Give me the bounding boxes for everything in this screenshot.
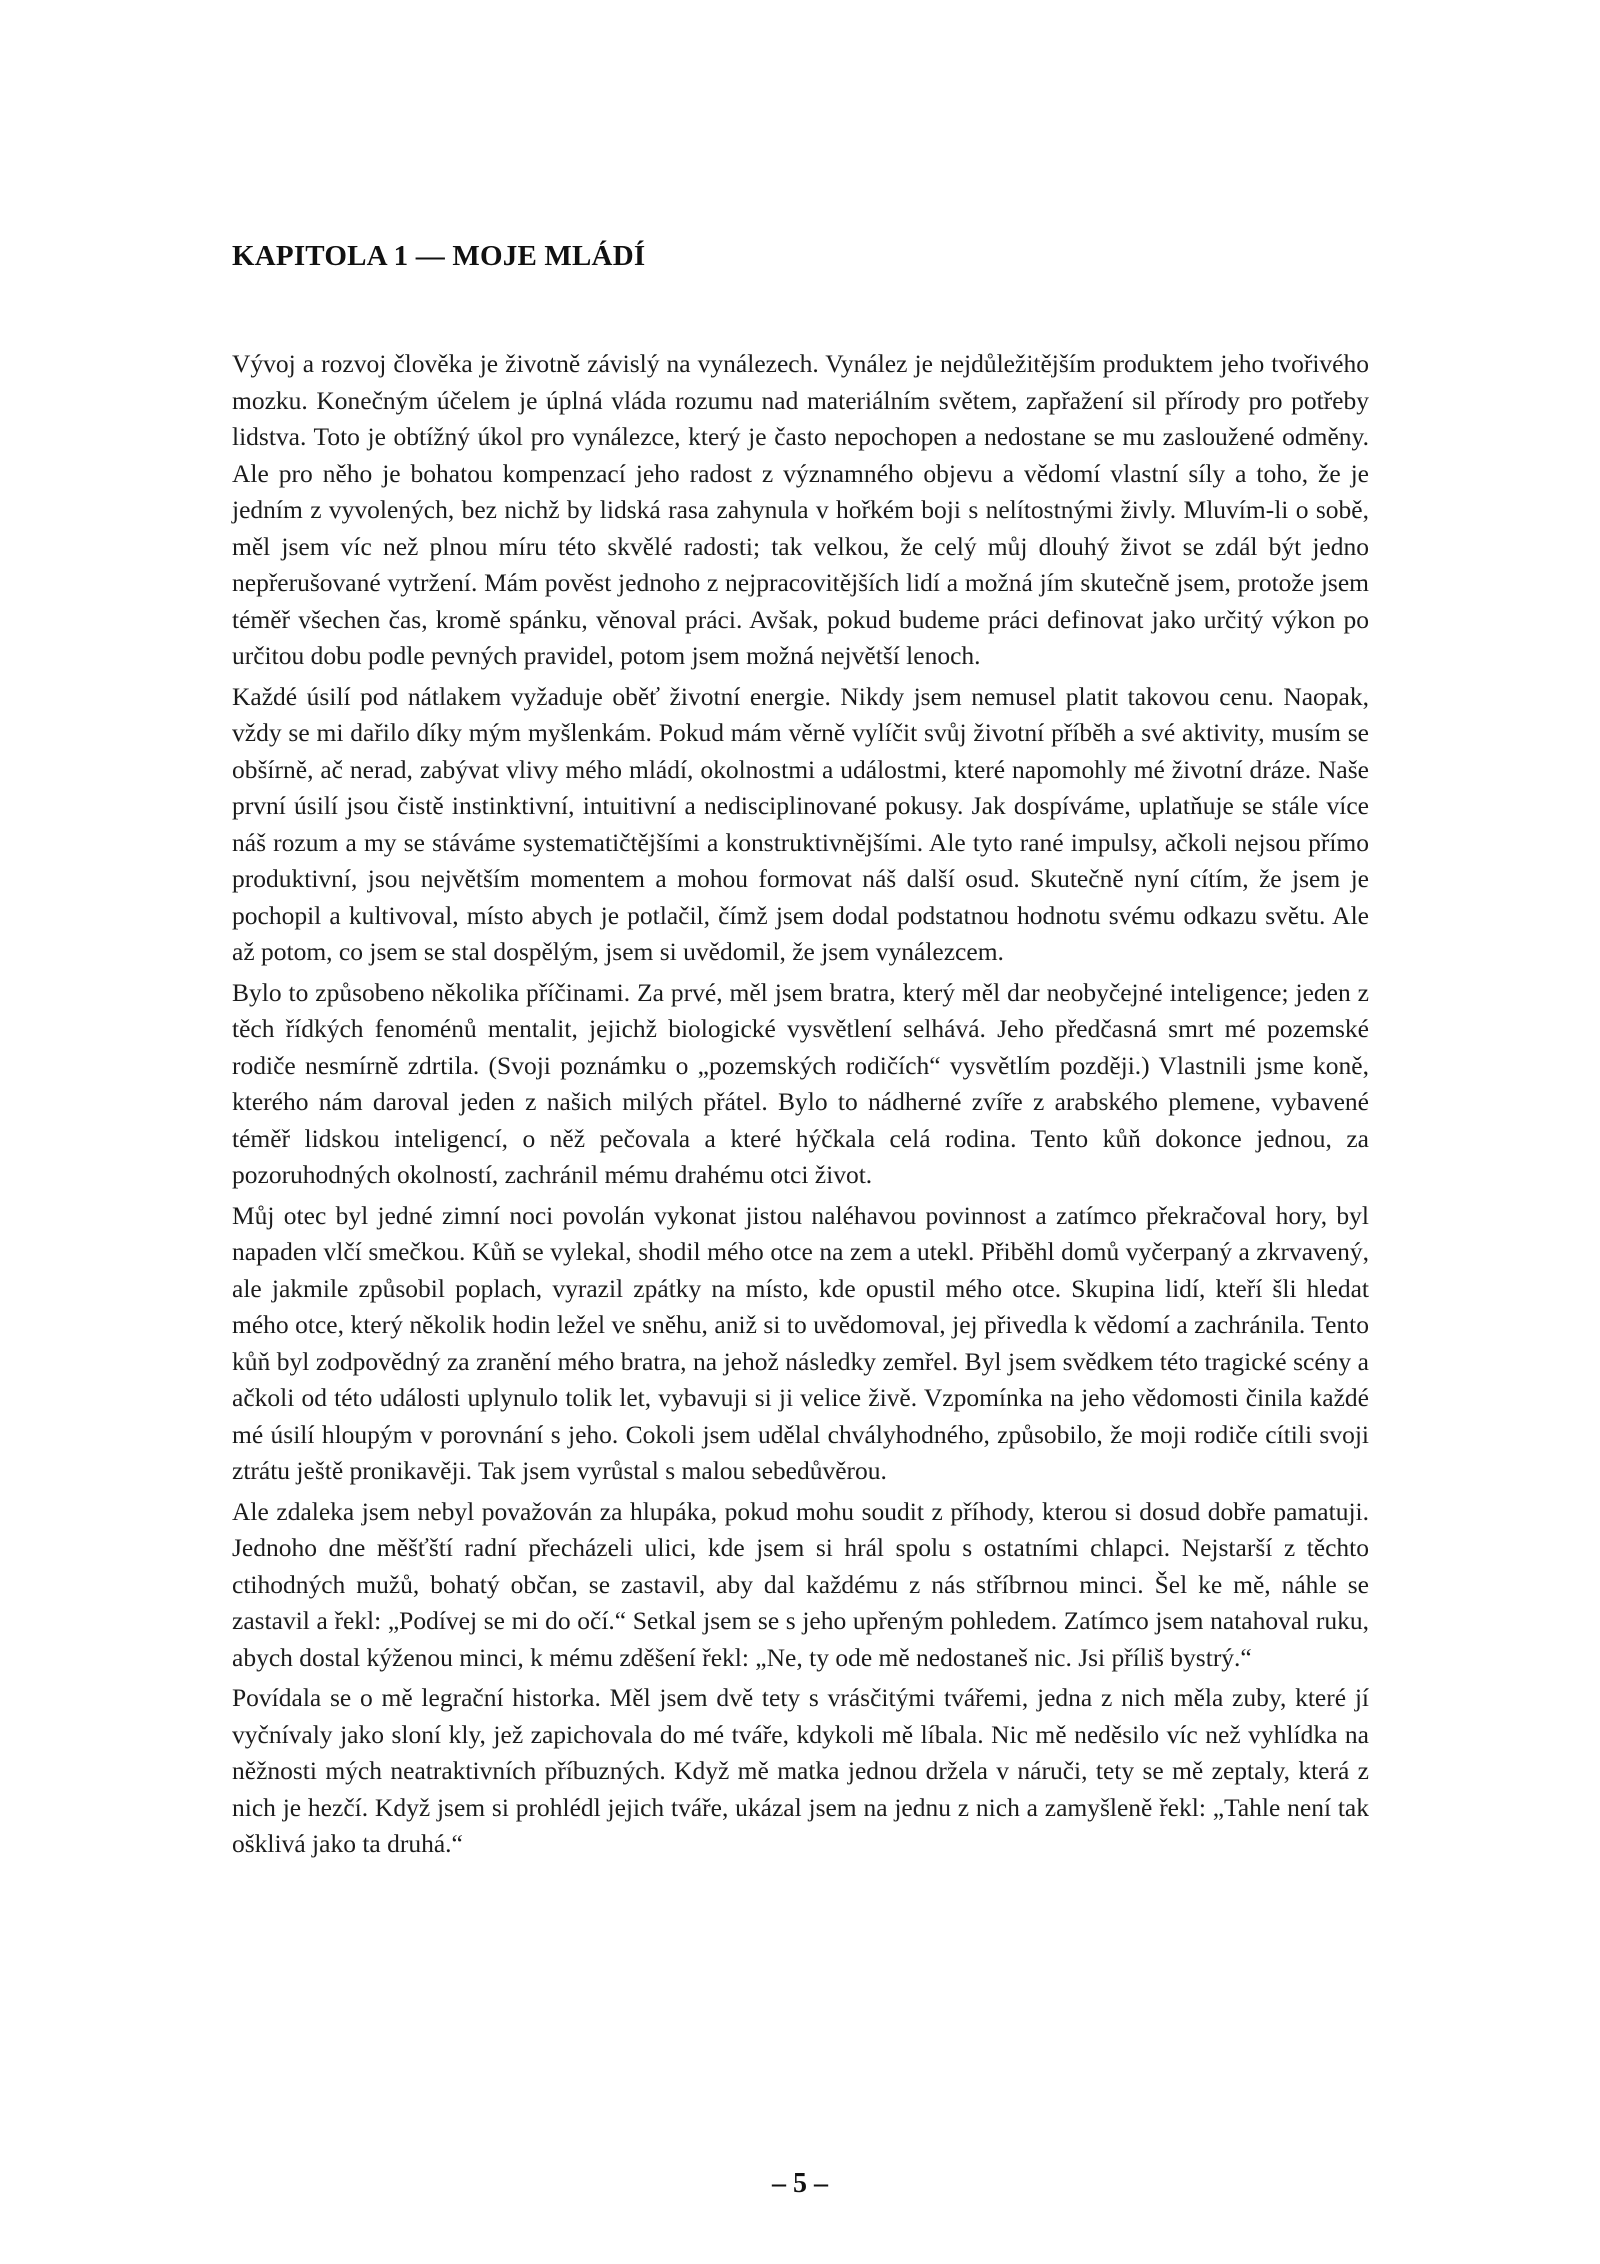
- chapter-body: [232, 346, 1369, 1867]
- chapter-title: KAPITOLA 1 — MOJE MLÁDÍ: [232, 240, 646, 272]
- paragraph: Každé úsilí pod nátlakem vyžaduje oběť životní energie. Nikdy jsem nemusel platit takovou cenu. Naopak, vždy se mi dařilo díky mým myšlenkám. Pokud mám věrně vylíčit svůj životní příběh a své aktivity, musím se obšírně, ač nerad, zabývat vlivy mého mládí, okolnostmi a událostmi, které napomohly mé životní dráze. Naše první úsilí jsou čistě instinktivní, intuitivní a nedisciplinované pokusy. Jak dospíváme, uplatňuje se stále více náš rozum a my se stáváme systematičtějšími a konstruktivnějšími. Ale tyto rané impulsy, ačkoli nejsou přímo produktivní, jsou největším momentem a mohou formovat náš další osud. Skutečně nyní cítím, že jsem je pochopil a kultivoval, místo abych je potlačil, čímž jsem dodal podstatnou hodnotu svému odkazu světu. Ale až potom, co jsem se stal dospělým, jsem si uvědomil, že jsem vynálezcem.: [232, 681, 1369, 966]
- paragraph: Povídala se o mě legrační historka. Měl jsem dvě tety s vrásčitými tvářemi, jedna z nich měla zuby, které jí vyčnívaly jako sloní kly, jež zapichovala do mé tváře, kdykoli mě líbala. Nic mě neděsilo víc než vyhlídka na něžnosti mých neatraktivních příbuzných. Když mě matka jednou držela v náruči, tety se mě zeptaly, která z nich je hezčí. Když jsem si prohlédl jejich tváře, ukázal jsem na jednu z nich a zamyšleně řekl: „Tahle není tak ošklivá jako ta druhá.“: [232, 1683, 1369, 1858]
- page-number: – 5 –: [772, 2168, 828, 2199]
- paragraph: Vývoj a rozvoj člověka je životně závislý na vynálezech. Vynález je nejdůležitějším produktem jeho tvořivého mozku. Konečným účelem je úplná vláda rozumu nad materiálním světem, zapřažení sil přírody pro potřeby lidstva. Toto je obtížný úkol pro vynálezce, který je často nepochopen a nedostane se mu zasloužené odměny. Ale pro něho je bohatou kompenzací jeho radost z významného objevu a vědomí vlastní síly a toho, že je jedním z vyvolených, bez nichž by lidská rasa zahynula v hořkém boji s nelítostnými živly. Mluvím-li o sobě, měl jsem víc než plnou míru této skvělé radosti; tak velkou, že celý můj dlouhý život se zdál být jedno nepřerušované vytržení. Mám pověst jednoho z nejpracovitějších lidí a možná jím skutečně jsem, protože jsem téměř všechen čas, kromě spánku, věnoval práci. Avšak, pokud budeme práci definovat jako určitý výkon po určitou dobu podle pevných pravidel, potom jsem možná největší lenoch.: [232, 349, 1369, 670]
- paragraph: Ale zdaleka jsem nebyl považován za hlupáka, pokud mohu soudit z příhody, kterou si dosud dobře pamatuji. Jednoho dne měšťští radní přecházeli ulici, kde jsem si hrál spolu s ostatními chlapci. Nejstarší z těchto ctihodných mužů, bohatý občan, se zastavil, aby dal každému z nás stříbrnou minci. Šel ke mě, náhle se zastavil a řekl: „Podívej se mi do očí.“ Setkal jsem se s jeho upřeným pohledem. Zatímco jsem natahoval ruku, abych dostal kýženou minci, k mému zděšení řekl: „Ne, ty ode mě nedostaneš nic. Jsi příliš bystrý.“: [232, 1496, 1369, 1672]
- paragraph: Můj otec byl jedné zimní noci povolán vykonat jistou naléhavou povinnost a zatímco překračoval hory, byl napaden vlčí smečkou. Kůň se vylekal, shodil mého otce na zem a utekl. Přiběhl domů vyčerpaný a zkrvavený, ale jakmile způsobil poplach, vyrazil zpátky na místo, kde opustil mého otce. Skupina lidí, kteří šli hledat mého otce, který několik hodin ležel ve sněhu, aniž si to uvědomoval, jej přivedla k vědomí a zachránila. Tento kůň byl zodpovědný za zranění mého bratra, na jehož následky zemřel. Byl jsem svědkem této tragické scény a ačkoli od této události uplynulo tolik let, vybavuji si ji velice živě. Vzpomínka na jeho vědomosti činila každé mé úsilí hloupým v porovnání s jeho. Cokoli jsem udělal chvályhodného, způsobilo, že moji rodiče cítili svoji ztrátu ještě pronikavěji. Tak jsem vyrůstal s malou sebedůvěrou.: [232, 1200, 1369, 1485]
- paragraph: Bylo to způsobeno několika příčinami. Za prvé, měl jsem bratra, který měl dar neobyčejné inteligence; jeden z těch řídkých fenoménů mentalit, jejichž biologické vysvětlení selhává. Jeho předčasná smrt mé pozemské rodiče nesmírně zdrtila. (Svoji poznámku o „pozemských rodičích“ vysvětlím později.) Vlastnili jsme koně, kterého nám daroval jeden z našich milých přátel. Bylo to nádherné zvíře z arabského plemene, vybavené téměř lidskou inteligencí, o něž pečovala a které hýčkala celá rodina. Tento kůň dokonce jednou, za pozoruhodných okolností, zachránil mému drahému otci život.: [232, 977, 1369, 1189]
